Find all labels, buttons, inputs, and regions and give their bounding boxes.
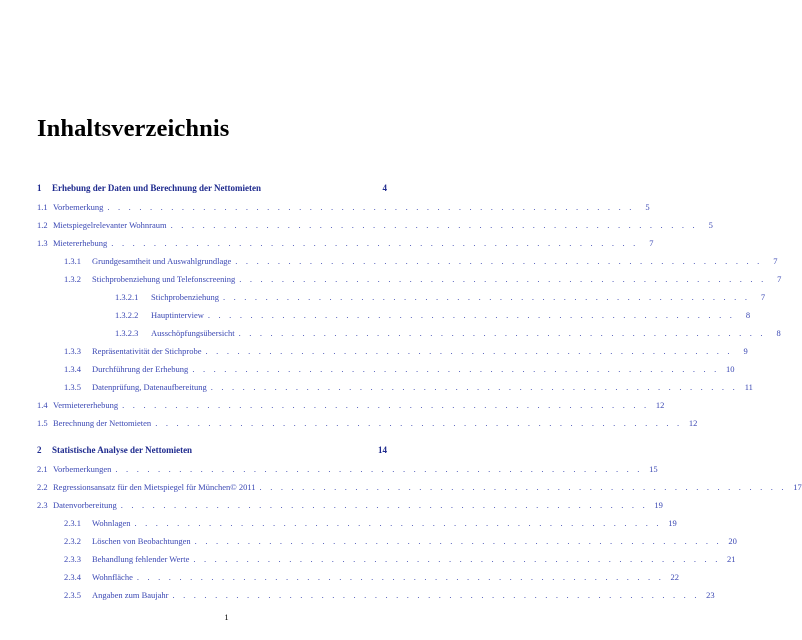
toc-page-number: 7 (773, 256, 778, 266)
toc-number: 1.3.2.2 (115, 310, 139, 320)
toc-title: Statistische Analyse der Nettomieten (52, 445, 193, 455)
toc-leader: . . . . . . . . . . . . . . . . . . . . . . . . . . . . . . . . . . . . . . . . . . . . . . . . . . (259, 482, 787, 492)
toc-page-number: 8 (776, 328, 781, 338)
page-title: Inhaltsverzeichnis (37, 115, 230, 142)
toc-page-number: 22 (670, 572, 680, 582)
toc-section-1-1[interactable] (37, 202, 650, 214)
toc-leader: . . . . . . . . . . . . . . . . . . . . . . . . . . . . . . . . . . . . . . . . . . . . . . . . . . (207, 310, 736, 320)
toc-title: Stichprobenziehung (151, 292, 219, 302)
toc-number: 2.3.3 (64, 554, 81, 564)
toc-page-number: 12 (655, 400, 665, 410)
toc-number: 2.3 (37, 500, 48, 510)
toc-subsection-1-3-3[interactable] (64, 346, 748, 358)
toc-page-number: 7 (760, 292, 766, 302)
toc-leader: . . . . . . . . . . . . . . . . . . . . . . . . . . . . . . . . . . . . . . . . . . . . . . . . . . (170, 220, 698, 230)
toc-number: 2.1 (37, 464, 48, 474)
toc-leader: . . . . . . . . . . . . . . . . . . . . . . . . . . . . . . . . . . . . . . . . . . . . . . . . . . (235, 256, 763, 266)
toc-title: Grundgesamtheit und Auswahlgrundlage (92, 256, 232, 266)
toc-leader: . . . . . . . . . . . . . . . . . . . . . . . . . . . . . . . . . . . . . . . . . . . . . . . . . . (134, 518, 662, 528)
toc-subsubsection-1-3-2-1[interactable] (115, 292, 766, 304)
toc-leader: . . . . . . . . . . . . . . . . . . . . . . . . . . . . . . . . . . . . . . . . . . . . . . . . . . (239, 274, 767, 284)
toc-title: Ausschöpfungsübersicht (151, 328, 235, 338)
toc-title: Vorbemerkungen (53, 464, 112, 474)
toc-page-number: 14 (378, 445, 387, 455)
toc-title: Repräsentativität der Stichprobe (92, 346, 202, 356)
toc-leader: . . . . . . . . . . . . . . . . . . . . . . . . . . . . . . . . . . . . . . . . . . . . . . . . . . (107, 202, 635, 212)
toc-number: 2.3.2 (64, 536, 81, 546)
toc-title: Regressionsansatz für den Mietspiegel für München© 2011 (53, 482, 256, 492)
toc-leader: . . . . . . . . . . . . . . . . . . . . . . . . . . . . . . . . . . . . . . . . . . . . . . . . . . (155, 418, 683, 428)
toc-subsection-2-3-5[interactable] (64, 590, 715, 602)
toc-page-number: 19 (654, 500, 663, 510)
toc-page-number: 4 (382, 183, 387, 193)
toc-title: Hauptinterview (151, 310, 204, 320)
toc-number: 1.3 (37, 238, 48, 248)
toc-subsection-1-3-5[interactable] (64, 382, 753, 394)
toc-section-1-4[interactable] (37, 400, 665, 412)
toc-leader: . . . . . . . . . . . . . . . . . . . . . . . . . . . . . . . . . . . . . . . . . . . . . . . . . . (194, 536, 722, 546)
toc-section-1-5[interactable] (37, 418, 698, 430)
toc-number: 1.2 (37, 220, 48, 230)
toc-title: Vorbemerkung (53, 202, 104, 212)
toc-section-2-3[interactable] (37, 500, 663, 512)
toc-page-number: 5 (708, 220, 713, 230)
toc-title: Stichprobenziehung und Telefonscreening (92, 274, 236, 284)
toc-page-number: 23 (706, 590, 715, 600)
toc-chapter-2[interactable] (37, 445, 387, 457)
toc-section-1-2[interactable] (37, 220, 713, 232)
toc-subsection-2-3-1[interactable] (64, 518, 677, 530)
toc-leader: . . . . . . . . . . . . . . . . . . . . . . . . . . . . . . . . . . . . . . . . . . . . . . . . . . (115, 464, 643, 474)
toc-leader: . . . . . . . . . . . . . . . . . . . . . . . . . . . . . . . . . . . . . . . . . . . . . . . . . . (205, 346, 733, 356)
toc-number: 1.3.2.3 (115, 328, 139, 338)
toc-title: Angaben zum Baujahr (92, 590, 169, 600)
toc-number: 1.1 (37, 202, 48, 212)
toc-page-number: 20 (728, 536, 737, 546)
toc-chapter-1[interactable] (37, 183, 387, 195)
toc-number: 1.5 (37, 418, 48, 428)
toc-subsection-1-3-1[interactable] (64, 256, 778, 268)
toc-leader: . . . . . . . . . . . . . . . . . . . . . . . . . . . . . . . . . . . . . . . . . . . . . . . . . . (122, 400, 650, 410)
toc-subsection-2-3-4[interactable] (64, 572, 680, 584)
toc-subsubsection-1-3-2-2[interactable] (115, 310, 751, 322)
toc-number: 2.3.1 (64, 518, 81, 528)
toc-title: Löschen von Beobachtungen (92, 536, 191, 546)
toc-number: 1.3.2 (64, 274, 81, 284)
toc-section-2-1[interactable] (37, 464, 658, 476)
toc-leader: . . . . . . . . . . . . . . . . . . . . . . . . . . . . . . . . . . . . . . . . . . . . . . . . . . (172, 590, 700, 600)
toc-title: Wohnfläche (92, 572, 133, 582)
toc-title: Vermietererhebung (53, 400, 119, 410)
toc-title: Behandlung fehlender Werte (92, 554, 190, 564)
toc-page-number: 8 (745, 310, 751, 320)
toc-leader: . . . . . . . . . . . . . . . . . . . . . . . . . . . . . . . . . . . . . . . . . . . . . . . . . . (222, 292, 751, 302)
toc-page-number: 19 (668, 518, 677, 528)
toc-subsection-1-3-2[interactable] (64, 274, 782, 286)
toc-title: Wohnlagen (92, 518, 131, 528)
toc-number: 1.3.1 (64, 256, 81, 266)
toc-title: Mietererhebung (53, 238, 108, 248)
toc-number: 2.2 (37, 482, 48, 492)
toc-subsection-2-3-2[interactable] (64, 536, 737, 548)
toc-page-number: 7 (649, 238, 654, 248)
toc-leader: . . . . . . . . . . . . . . . . . . . . . . . . . . . . . . . . . . . . . . . . . . . . . . . . . . (192, 364, 720, 374)
toc-subsection-1-3-4[interactable] (64, 364, 735, 376)
toc-page-number: 5 (645, 202, 650, 212)
toc-title: Erhebung der Daten und Berechnung der Nettomieten (52, 183, 262, 193)
toc-number: 1.3.2.1 (115, 292, 139, 302)
toc-page-number: 10 (726, 364, 735, 374)
toc-leader: . . . . . . . . . . . . . . . . . . . . . . . . . . . . . . . . . . . . . . . . . . . . . . . . . . (111, 238, 639, 248)
toc-page-number: 21 (727, 554, 736, 564)
toc-page-number: 12 (688, 418, 698, 428)
toc-title: Datenvorbereitung (53, 500, 117, 510)
toc-page-number: 11 (744, 382, 753, 392)
page-number: 1 (224, 612, 229, 622)
toc-number: 2.3.5 (64, 590, 81, 600)
toc-title: Mietspiegelrelevanter Wohnraum (53, 220, 167, 230)
toc-page-number: 9 (743, 346, 748, 356)
toc-page-number: 17 (793, 482, 802, 492)
toc-number: 1.4 (37, 400, 48, 410)
toc-number: 1.3.4 (64, 364, 81, 374)
toc-subsection-2-3-3[interactable] (64, 554, 736, 566)
toc-section-2-2[interactable] (37, 482, 802, 494)
toc-leader: . . . . . . . . . . . . . . . . . . . . . . . . . . . . . . . . . . . . . . . . . . . . . . . . . . (120, 500, 648, 510)
toc-page-number: 15 (649, 464, 658, 474)
toc-page-number: 7 (777, 274, 782, 284)
toc-number: 2 (37, 445, 42, 455)
toc-title: Datenprüfung, Datenaufbereitung (92, 382, 207, 392)
toc-leader: . . . . . . . . . . . . . . . . . . . . . . . . . . . . . . . . . . . . . . . . . . . . . . . . . . (193, 554, 721, 564)
toc-number: 2.3.4 (64, 572, 81, 582)
toc-number: 1 (37, 183, 42, 193)
toc-leader: . . . . . . . . . . . . . . . . . . . . . . . . . . . . . . . . . . . . . . . . . . . . . . . . . . (136, 572, 665, 582)
toc-leader: . . . . . . . . . . . . . . . . . . . . . . . . . . . . . . . . . . . . . . . . . . . . . . . . . . (210, 382, 738, 392)
toc-leader: . . . . . . . . . . . . . . . . . . . . . . . . . . . . . . . . . . . . . . . . . . . . . . . . . . (238, 328, 766, 338)
toc-section-1-3[interactable] (37, 238, 654, 250)
toc-number: 1.3.3 (64, 346, 81, 356)
toc-title: Durchführung der Erhebung (92, 364, 189, 374)
toc-number: 1.3.5 (64, 382, 81, 392)
toc-subsubsection-1-3-2-3[interactable] (115, 328, 781, 340)
toc-title: Berechnung der Nettomieten (53, 418, 152, 428)
